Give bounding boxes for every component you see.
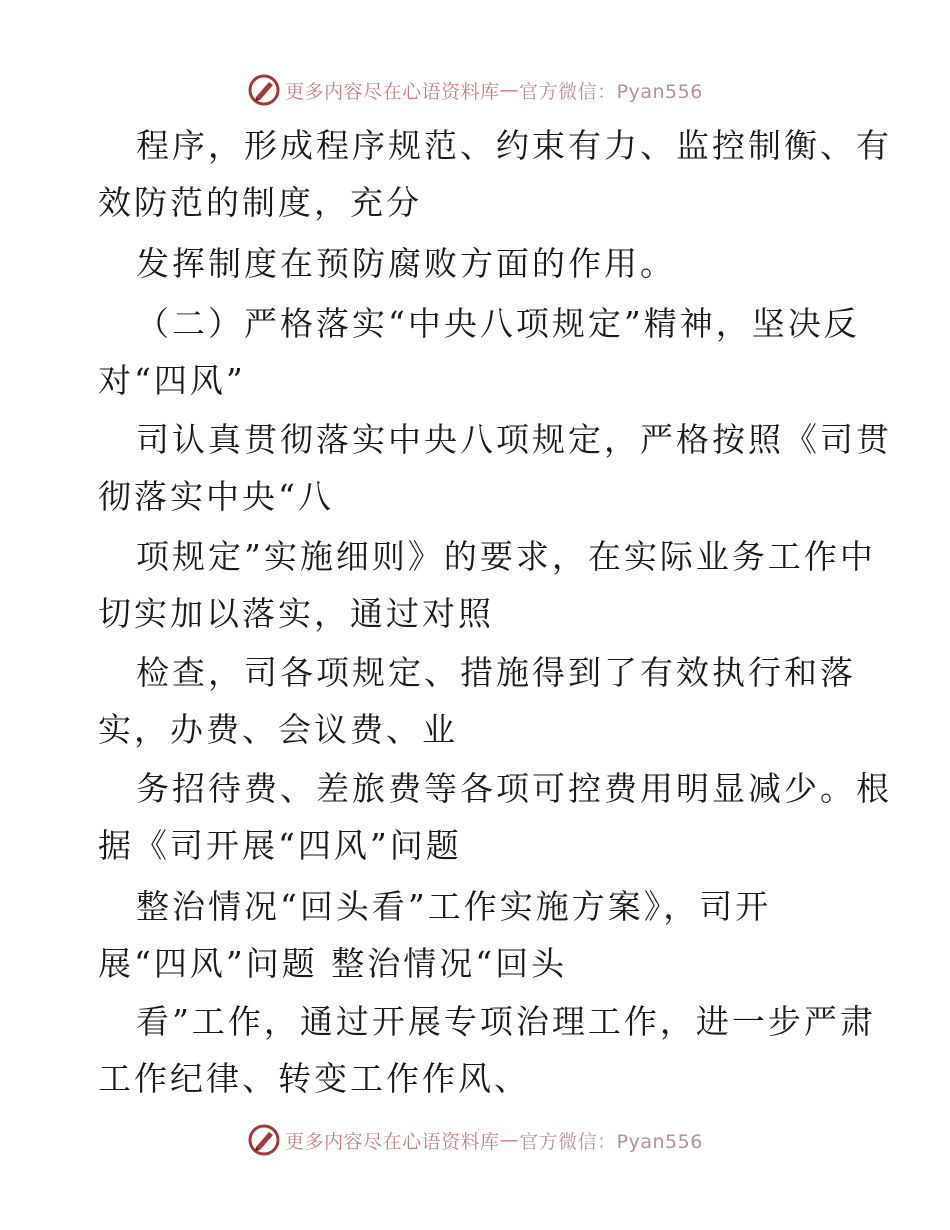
text-line: 整治情况“回头看”工作实施方案》，司开: [136, 887, 772, 926]
watermark-contact-text: 官方微信：Pyan556: [519, 1130, 703, 1153]
footer-watermark: [0, 1120, 950, 1160]
text-line: 对“四风”: [98, 361, 246, 400]
watermark-site-text: 更多内容尽在心语资料库: [285, 1130, 500, 1153]
pen-circle-logo-icon: [247, 1123, 281, 1157]
text-line: 工作纪律、转变工作作风、: [98, 1059, 530, 1098]
text-line: 据《司开展“四风”问题: [98, 826, 462, 865]
text-line: 检查，司各项规定、措施得到了有效执行和落: [136, 653, 856, 692]
watermark-site-text: 更多内容尽在心语资料库: [285, 80, 500, 103]
text-line: 务招待费、差旅费等各项可控费用明显减少。根: [136, 769, 892, 808]
watermark-contact-text: 官方微信：Pyan556: [519, 80, 703, 103]
text-line: 项规定”实施细则》的要求，在实际业务工作中: [136, 537, 876, 576]
text-line: 看”工作，通过开展专项治理工作，进一步严肃: [136, 1002, 876, 1041]
watermark-separator: —: [499, 1129, 520, 1151]
text-line: 切实加以落实，通过对照: [98, 594, 494, 633]
text-line: 彻落实中央“八: [98, 477, 334, 516]
text-line: 程序，形成程序规范、约束有力、监控制衡、有: [136, 126, 892, 165]
text-line: 展“四风”问题 整治情况“回头: [98, 944, 568, 983]
watermark-separator: —: [499, 79, 520, 101]
pen-circle-logo-icon: [247, 73, 281, 107]
text-line: 司认真贯彻落实中央八项规定，严格按照《司贯: [136, 420, 892, 459]
header-watermark: [0, 70, 950, 110]
text-line: （二）严格落实“中央八项规定”精神，坚决反: [136, 304, 860, 343]
text-line: 效防范的制度，充分: [98, 183, 422, 222]
text-line: 发挥制度在预防腐败方面的作用。: [136, 244, 676, 283]
text-line: 实，办费、会议费、业: [98, 710, 458, 749]
